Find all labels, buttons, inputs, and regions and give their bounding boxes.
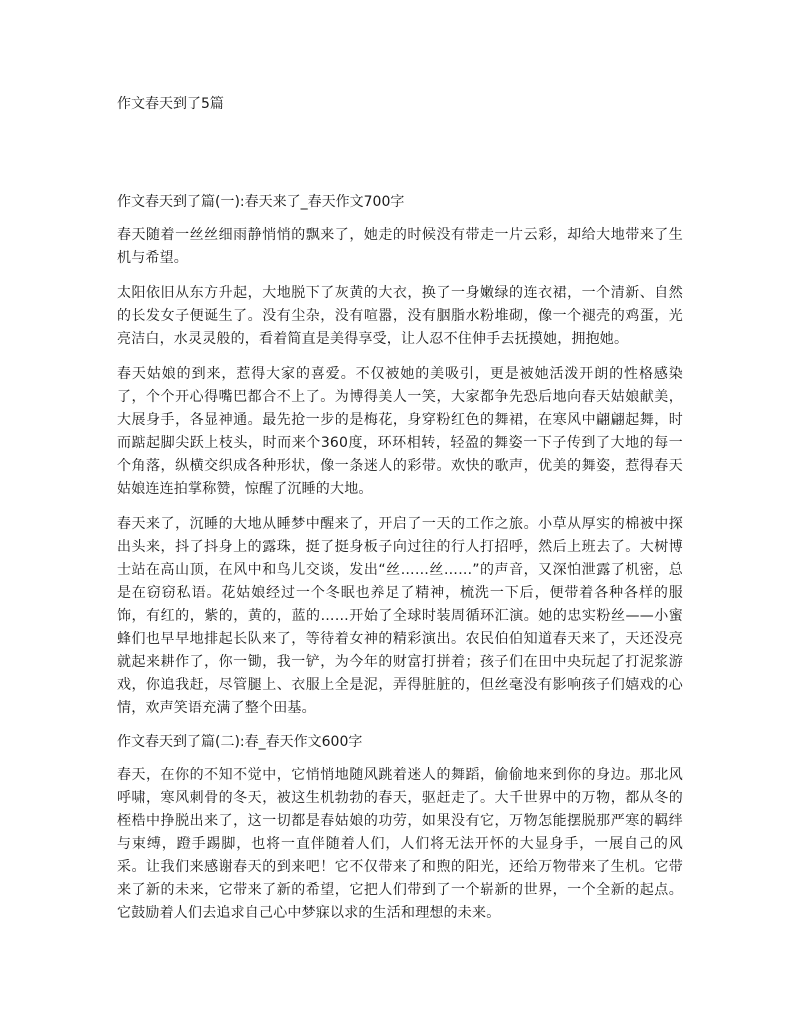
section-heading: 作文春天到了篇(一):春天来了_春天作文700字 — [117, 194, 405, 210]
section-heading: 作文春天到了篇(二):春_春天作文600字 — [117, 734, 363, 750]
document-title: 作文春天到了5篇 — [117, 96, 224, 112]
section-2 — [117, 732, 683, 925]
paragraph: 春天姑娘的到来，惹得大家的喜爱。不仅被她的美吸引，更是被她活泼开朗的性格感染了，个个开心得嘴巴都合不上了。为博得美人一笑，大家都争先恐后地向春天姑娘献美，大展身手，各显神通。最先抢一步的是梅花，身穿粉红色的舞裙，在寒风中翩翩起舞，时而踮起脚尖跃上枝头，时而来个360度，环环相转，轻盈的舞姿一下子传到了大地的每一个角落，纵横交织成各种形状，像一条迷人的彩带。欢快的歌声，优美的舞姿，惹得春天姑娘连连拍掌称赞，惊醒了沉睡的大地。 — [117, 366, 683, 497]
paragraph: 春天来了，沉睡的大地从睡梦中醒来了，开启了一天的工作之旅。小草从厚实的棉被中探出头来，抖了抖身上的露珠，挺了挺身板子向过往的行人打招呼，然后上班去了。大树博士站在高山顶，在风中和鸟儿交谈，发出“丝……丝……”的声音，又深怕泄露了机密，总是在窃窃私语。花姑娘经过一个冬眠也养足了精神，梳洗一下后，便带着各种各样的服饰，有红的，紫的，黄的，蓝的……开始了全球时装周循环汇演。她的忠实粉丝——小蜜蜂们也早早地排起长队来了，等待着女神的精彩演出。农民伯伯知道春天来了，天还没亮就起来耕作了，你一锄，我一铲，为今年的财富打拼着；孩子们在田中央玩起了打泥浆游戏，你追我赶，尽管腿上、衣服上全是泥，弄得脏脏的，但丝毫没有影响孩子们嬉戏的心情，欢声笑语充满了整个田基。 — [117, 516, 683, 716]
document-content — [117, 192, 683, 937]
paragraph: 春天随着一丝丝细雨静悄悄的飘来了，她走的时候没有带走一片云彩，却给大地带来了生机与希望。 — [117, 227, 683, 266]
paragraph: 太阳依旧从东方升起，大地脱下了灰黄的大衣，换了一身嫩绿的连衣裙，一个清新、自然的长发女子便诞生了。没有尘杂，没有喧嚣，没有胭脂水粉堆砌，像一个褪壳的鸡蛋，光亮洁白，水灵灵般的，看着简直是美得享受，让人忍不住伸手去抚摸她，拥抱她。 — [117, 285, 683, 347]
section-1 — [117, 192, 683, 720]
paragraph: 春天，在你的不知不觉中，它悄悄地随风跳着迷人的舞蹈，偷偷地来到你的身边。那北风呼啸，寒风刺骨的冬天，被这生机勃勃的春天，驱赶走了。大千世界中的万物，都从冬的桎梏中挣脱出来了，这一切都是春姑娘的功劳，如果没有它，万物怎能摆脱那严寒的羁绊与束缚，蹬手踢脚，也将一直伴随着人们，人们将无法开怀的大显身手，一展自己的风采。让我们来感谢春天的到来吧！它不仅带来了和煦的阳光，还给万物带来了生机。它带来了新的未来，它带来了新的希望，它把人们带到了一个崭新的世界，一个全新的起点。它鼓励着人们去追求自己心中梦寐以求的生活和理想的未来。 — [117, 767, 683, 921]
